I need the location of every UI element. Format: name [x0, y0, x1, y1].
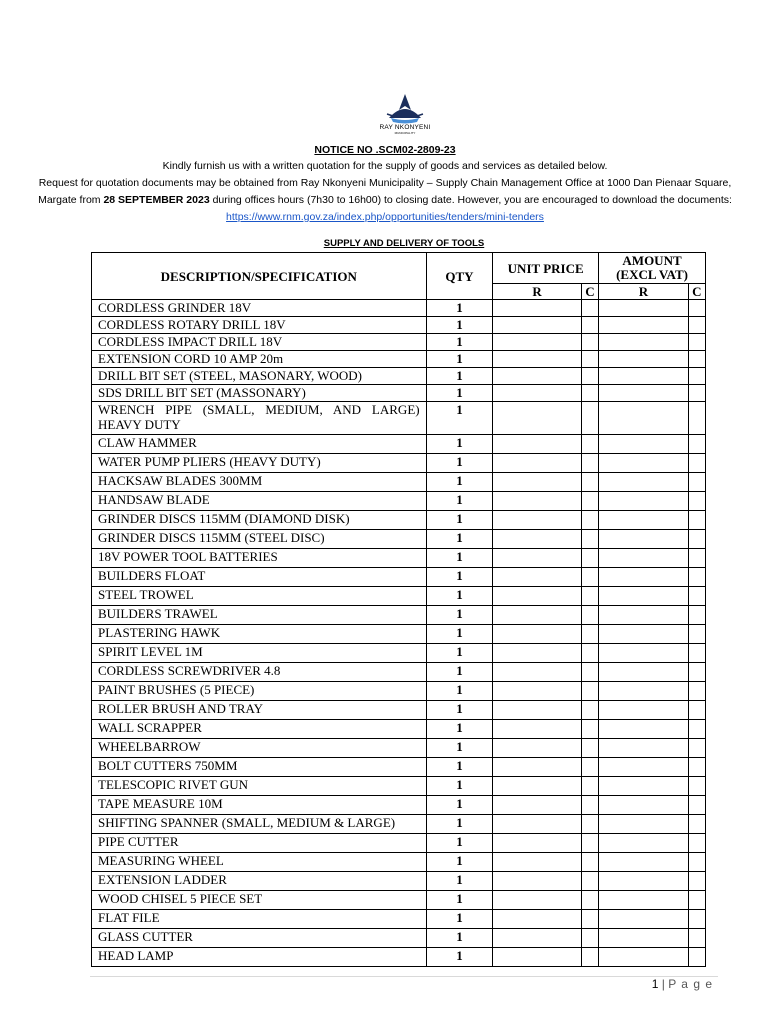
table-row	[92, 300, 706, 317]
item-description: GLASS CUTTER	[92, 929, 427, 948]
item-description: WALL SCRAPPER	[92, 720, 427, 739]
table-row	[92, 701, 706, 720]
item-description: TELESCOPIC RIVET GUN	[92, 777, 427, 796]
table-row	[92, 758, 706, 777]
page-footer	[652, 977, 713, 991]
amount-rand-cell[interactable]	[599, 334, 689, 351]
item-qty: 1	[426, 853, 493, 872]
amount-cents-cell[interactable]	[688, 891, 705, 910]
quotation-table	[91, 252, 706, 967]
amount-cents-cell[interactable]	[688, 758, 705, 777]
table-row	[92, 834, 706, 853]
amount-rand-cell[interactable]	[599, 530, 689, 549]
intro-line-2	[22, 175, 748, 226]
item-qty: 1	[426, 910, 493, 929]
unit-price-rand-cell[interactable]	[493, 454, 582, 473]
table-row	[92, 334, 706, 351]
unit-price-rand-cell[interactable]	[493, 929, 582, 948]
unit-price-cents-cell[interactable]	[581, 663, 598, 682]
amount-cents-cell[interactable]	[688, 910, 705, 929]
intro-text-b: during offices hours (7h30 to 16h00) to closing date. However, you are encouraged to download the documents:	[209, 194, 732, 206]
item-qty: 1	[426, 796, 493, 815]
item-description: DRILL BIT SET (STEEL, MASONARY, WOOD)	[92, 368, 427, 385]
amount-cents-cell[interactable]	[688, 454, 705, 473]
amount-cents-cell[interactable]	[688, 948, 705, 967]
unit-price-rand-cell[interactable]	[493, 910, 582, 929]
amount-rand-cell[interactable]	[599, 606, 689, 625]
unit-price-cents-cell[interactable]	[581, 568, 598, 587]
amount-cents-cell[interactable]	[688, 492, 705, 511]
amount-rand-cell[interactable]	[599, 701, 689, 720]
table-row	[92, 853, 706, 872]
unit-price-rand-cell[interactable]	[493, 385, 582, 402]
table-row	[92, 454, 706, 473]
unit-price-rand-cell[interactable]	[493, 796, 582, 815]
unit-price-rand-cell[interactable]	[493, 834, 582, 853]
amount-cents-cell[interactable]	[688, 815, 705, 834]
unit-price-cents-cell[interactable]	[581, 910, 598, 929]
closing-open-date: 28 SEPTEMBER 2023	[103, 194, 210, 206]
unit-price-rand-cell[interactable]	[493, 701, 582, 720]
table-row	[92, 872, 706, 891]
unit-price-rand-cell[interactable]	[493, 549, 582, 568]
item-qty: 1	[426, 739, 493, 758]
header-amount-c: C	[688, 284, 705, 300]
unit-price-rand-cell[interactable]	[493, 625, 582, 644]
unit-price-rand-cell[interactable]	[493, 644, 582, 663]
table-row	[92, 492, 706, 511]
unit-price-rand-cell[interactable]	[493, 758, 582, 777]
amount-cents-cell[interactable]	[688, 872, 705, 891]
unit-price-cents-cell[interactable]	[581, 758, 598, 777]
unit-price-rand-cell[interactable]	[493, 435, 582, 454]
unit-price-cents-cell[interactable]	[581, 300, 598, 317]
logo-name: RAY NKONYENI	[379, 124, 431, 131]
unit-price-cents-cell[interactable]	[581, 511, 598, 530]
unit-price-cents-cell[interactable]	[581, 435, 598, 454]
amount-cents-cell[interactable]	[688, 663, 705, 682]
unit-price-cents-cell[interactable]	[581, 385, 598, 402]
unit-price-rand-cell[interactable]	[493, 402, 582, 435]
amount-rand-cell[interactable]	[599, 910, 689, 929]
amount-rand-cell[interactable]	[599, 435, 689, 454]
item-qty: 1	[426, 587, 493, 606]
amount-rand-cell[interactable]	[599, 454, 689, 473]
item-description: MEASURING WHEEL	[92, 853, 427, 872]
unit-price-cents-cell[interactable]	[581, 334, 598, 351]
intro-text-a: Request for quotation documents may be obtained from Ray Nkonyeni Municipality – Supply Chain Management Office at 1000 Dan Pienaar Square, Margate from	[38, 177, 732, 206]
unit-price-cents-cell[interactable]	[581, 492, 598, 511]
amount-rand-cell[interactable]	[599, 492, 689, 511]
unit-price-rand-cell[interactable]	[493, 473, 582, 492]
table-row	[92, 317, 706, 334]
amount-rand-cell[interactable]	[599, 929, 689, 948]
amount-rand-cell[interactable]	[599, 385, 689, 402]
amount-rand-cell[interactable]	[599, 758, 689, 777]
header-qty: QTY	[426, 253, 493, 300]
item-qty: 1	[426, 317, 493, 334]
unit-price-cents-cell[interactable]	[581, 368, 598, 385]
amount-cents-cell[interactable]	[688, 777, 705, 796]
item-qty: 1	[426, 682, 493, 701]
item-description: SPIRIT LEVEL 1M	[92, 644, 427, 663]
footer-divider	[90, 976, 718, 977]
item-description: STEEL TROWEL	[92, 587, 427, 606]
item-qty: 1	[426, 300, 493, 317]
table-row	[92, 511, 706, 530]
unit-price-cents-cell[interactable]	[581, 402, 598, 435]
amount-rand-cell[interactable]	[599, 663, 689, 682]
unit-price-cents-cell[interactable]	[581, 720, 598, 739]
table-row	[92, 663, 706, 682]
unit-price-rand-cell[interactable]	[493, 872, 582, 891]
item-description: WHEELBARROW	[92, 739, 427, 758]
item-description: FLAT FILE	[92, 910, 427, 929]
municipality-logo	[370, 92, 440, 142]
unit-price-rand-cell[interactable]	[493, 739, 582, 758]
unit-price-rand-cell[interactable]	[493, 530, 582, 549]
unit-price-cents-cell[interactable]	[581, 948, 598, 967]
unit-price-rand-cell[interactable]	[493, 351, 582, 368]
page-separator: |	[658, 977, 669, 991]
unit-price-rand-cell[interactable]	[493, 948, 582, 967]
amount-cents-cell[interactable]	[688, 587, 705, 606]
item-description: CORDLESS GRINDER 18V	[92, 300, 427, 317]
unit-price-rand-cell[interactable]	[493, 663, 582, 682]
item-description: BUILDERS TRAWEL	[92, 606, 427, 625]
logo-subtitle: MUNICIPALITY	[394, 131, 416, 135]
amount-cents-cell[interactable]	[688, 739, 705, 758]
item-description: ROLLER BRUSH AND TRAY	[92, 701, 427, 720]
amount-rand-cell[interactable]	[599, 368, 689, 385]
unit-price-cents-cell[interactable]	[581, 853, 598, 872]
table-row	[92, 435, 706, 454]
unit-price-rand-cell[interactable]	[493, 334, 582, 351]
amount-rand-cell[interactable]	[599, 891, 689, 910]
amount-cents-cell[interactable]	[688, 625, 705, 644]
amount-rand-cell[interactable]	[599, 777, 689, 796]
table-row	[92, 549, 706, 568]
table-row	[92, 402, 706, 435]
item-qty: 1	[426, 351, 493, 368]
table-row	[92, 568, 706, 587]
item-qty: 1	[426, 402, 493, 435]
amount-cents-cell[interactable]	[688, 385, 705, 402]
table-row	[92, 368, 706, 385]
item-qty: 1	[426, 568, 493, 587]
amount-cents-cell[interactable]	[688, 644, 705, 663]
item-description: HEAD LAMP	[92, 948, 427, 967]
item-qty: 1	[426, 454, 493, 473]
table-row	[92, 351, 706, 368]
item-qty: 1	[426, 368, 493, 385]
unit-price-cents-cell[interactable]	[581, 796, 598, 815]
unit-price-cents-cell[interactable]	[581, 815, 598, 834]
unit-price-cents-cell[interactable]	[581, 644, 598, 663]
unit-price-rand-cell[interactable]	[493, 492, 582, 511]
header-unit-c: C	[581, 284, 598, 300]
amount-rand-cell[interactable]	[599, 625, 689, 644]
item-description: GRINDER DISCS 115MM (DIAMOND DISK)	[92, 511, 427, 530]
unit-price-rand-cell[interactable]	[493, 587, 582, 606]
unit-price-cents-cell[interactable]	[581, 351, 598, 368]
unit-price-cents-cell[interactable]	[581, 606, 598, 625]
item-qty: 1	[426, 473, 493, 492]
amount-rand-cell[interactable]	[599, 682, 689, 701]
item-description: PLASTERING HAWK	[92, 625, 427, 644]
amount-cents-cell[interactable]	[688, 351, 705, 368]
header-unit-price: UNIT PRICE	[493, 253, 599, 284]
item-description: SDS DRILL BIT SET (MASSONARY)	[92, 385, 427, 402]
item-description: WRENCH PIPE (SMALL, MEDIUM, AND LARGE) HEAVY DUTY	[92, 402, 427, 435]
unit-price-cents-cell[interactable]	[581, 701, 598, 720]
amount-cents-cell[interactable]	[688, 834, 705, 853]
table-row	[92, 815, 706, 834]
unit-price-cents-cell[interactable]	[581, 530, 598, 549]
item-qty: 1	[426, 758, 493, 777]
table-body	[92, 300, 706, 967]
amount-cents-cell[interactable]	[688, 473, 705, 492]
unit-price-rand-cell[interactable]	[493, 317, 582, 334]
notice-number: NOTICE NO .SCM02-2809-23	[314, 144, 456, 156]
amount-rand-cell[interactable]	[599, 511, 689, 530]
item-qty: 1	[426, 385, 493, 402]
item-description: SHIFTING SPANNER (SMALL, MEDIUM & LARGE)	[92, 815, 427, 834]
unit-price-rand-cell[interactable]	[493, 568, 582, 587]
item-description: EXTENSION CORD 10 AMP 20m	[92, 351, 427, 368]
unit-price-rand-cell[interactable]	[493, 511, 582, 530]
unit-price-cents-cell[interactable]	[581, 549, 598, 568]
item-description: BUILDERS FLOAT	[92, 568, 427, 587]
item-qty: 1	[426, 644, 493, 663]
table-row	[92, 891, 706, 910]
amount-rand-cell[interactable]	[599, 796, 689, 815]
amount-cents-cell[interactable]	[688, 929, 705, 948]
amount-rand-cell[interactable]	[599, 402, 689, 435]
item-qty: 1	[426, 929, 493, 948]
amount-rand-cell[interactable]	[599, 815, 689, 834]
amount-rand-cell[interactable]	[599, 351, 689, 368]
amount-cents-cell[interactable]	[688, 853, 705, 872]
item-qty: 1	[426, 777, 493, 796]
amount-cents-cell[interactable]	[688, 317, 705, 334]
item-qty: 1	[426, 663, 493, 682]
item-qty: 1	[426, 435, 493, 454]
amount-cents-cell[interactable]	[688, 720, 705, 739]
item-description: CLAW HAMMER	[92, 435, 427, 454]
item-qty: 1	[426, 948, 493, 967]
item-description: HACKSAW BLADES 300MM	[92, 473, 427, 492]
amount-rand-cell[interactable]	[599, 644, 689, 663]
unit-price-cents-cell[interactable]	[581, 317, 598, 334]
unit-price-cents-cell[interactable]	[581, 473, 598, 492]
amount-rand-cell[interactable]	[599, 587, 689, 606]
amount-rand-cell[interactable]	[599, 568, 689, 587]
amount-cents-cell[interactable]	[688, 300, 705, 317]
amount-cents-cell[interactable]	[688, 796, 705, 815]
unit-price-cents-cell[interactable]	[581, 454, 598, 473]
item-description: TAPE MEASURE 10M	[92, 796, 427, 815]
unit-price-cents-cell[interactable]	[581, 834, 598, 853]
tenders-link[interactable]: https://www.rnm.gov.za/index.php/opportunities/tenders/mini-tenders	[226, 211, 544, 223]
amount-cents-cell[interactable]	[688, 606, 705, 625]
amount-cents-cell[interactable]	[688, 402, 705, 435]
item-qty: 1	[426, 334, 493, 351]
item-qty: 1	[426, 625, 493, 644]
item-description: PIPE CUTTER	[92, 834, 427, 853]
unit-price-rand-cell[interactable]	[493, 606, 582, 625]
table-row	[92, 385, 706, 402]
item-description: BOLT CUTTERS 750MM	[92, 758, 427, 777]
table-row	[92, 739, 706, 758]
header-amount: AMOUNT (EXCL VAT)	[599, 253, 706, 284]
header-amount-r: R	[599, 284, 689, 300]
logo-emblem-icon	[385, 92, 425, 126]
table-row	[92, 644, 706, 663]
unit-price-rand-cell[interactable]	[493, 720, 582, 739]
amount-rand-cell[interactable]	[599, 720, 689, 739]
table-row	[92, 720, 706, 739]
header-unit-r: R	[493, 284, 582, 300]
table-row	[92, 910, 706, 929]
item-description: WOOD CHISEL 5 PIECE SET	[92, 891, 427, 910]
table-row	[92, 606, 706, 625]
amount-cents-cell[interactable]	[688, 701, 705, 720]
item-description: GRINDER DISCS 115MM (STEEL DISC)	[92, 530, 427, 549]
amount-rand-cell[interactable]	[599, 948, 689, 967]
table-row	[92, 587, 706, 606]
amount-rand-cell[interactable]	[599, 473, 689, 492]
unit-price-cents-cell[interactable]	[581, 929, 598, 948]
unit-price-cents-cell[interactable]	[581, 625, 598, 644]
section-title: SUPPLY AND DELIVERY OF TOOLS	[323, 238, 485, 249]
item-qty: 1	[426, 549, 493, 568]
item-qty: 1	[426, 492, 493, 511]
amount-rand-cell[interactable]	[599, 549, 689, 568]
unit-price-rand-cell[interactable]	[493, 853, 582, 872]
item-qty: 1	[426, 511, 493, 530]
table-row	[92, 948, 706, 967]
page-number: 1	[651, 977, 659, 991]
item-qty: 1	[426, 606, 493, 625]
amount-cents-cell[interactable]	[688, 511, 705, 530]
item-description: PAINT BRUSHES (5 PIECE)	[92, 682, 427, 701]
table-row	[92, 682, 706, 701]
table-row	[92, 929, 706, 948]
amount-cents-cell[interactable]	[688, 549, 705, 568]
item-qty: 1	[426, 701, 493, 720]
item-qty: 1	[426, 834, 493, 853]
table-row	[92, 473, 706, 492]
unit-price-rand-cell[interactable]	[493, 891, 582, 910]
unit-price-rand-cell[interactable]	[493, 300, 582, 317]
unit-price-rand-cell[interactable]	[493, 368, 582, 385]
item-description: CORDLESS IMPACT DRILL 18V	[92, 334, 427, 351]
unit-price-cents-cell[interactable]	[581, 891, 598, 910]
amount-rand-cell[interactable]	[599, 834, 689, 853]
amount-cents-cell[interactable]	[688, 530, 705, 549]
unit-price-cents-cell[interactable]	[581, 682, 598, 701]
table-row	[92, 777, 706, 796]
table-row	[92, 796, 706, 815]
item-qty: 1	[426, 815, 493, 834]
table-row	[92, 625, 706, 644]
page-label: P a g e	[668, 977, 713, 991]
unit-price-rand-cell[interactable]	[493, 815, 582, 834]
amount-cents-cell[interactable]	[688, 435, 705, 454]
amount-rand-cell[interactable]	[599, 739, 689, 758]
item-description: EXTENSION LADDER	[92, 872, 427, 891]
unit-price-cents-cell[interactable]	[581, 777, 598, 796]
item-description: CORDLESS ROTARY DRILL 18V	[92, 317, 427, 334]
unit-price-rand-cell[interactable]	[493, 682, 582, 701]
item-description: CORDLESS SCREWDRIVER 4.8	[92, 663, 427, 682]
unit-price-cents-cell[interactable]	[581, 587, 598, 606]
amount-cents-cell[interactable]	[688, 682, 705, 701]
unit-price-cents-cell[interactable]	[581, 872, 598, 891]
item-description: 18V POWER TOOL BATTERIES	[92, 549, 427, 568]
amount-rand-cell[interactable]	[599, 317, 689, 334]
item-description: WATER PUMP PLIERS (HEAVY DUTY)	[92, 454, 427, 473]
amount-cents-cell[interactable]	[688, 568, 705, 587]
intro-line-1: Kindly furnish us with a written quotation for the supply of goods and services as detailed below.	[162, 160, 608, 172]
amount-cents-cell[interactable]	[688, 334, 705, 351]
table-row	[92, 530, 706, 549]
item-qty: 1	[426, 530, 493, 549]
intro-paragraph	[22, 158, 748, 226]
item-qty: 1	[426, 720, 493, 739]
header-description: DESCRIPTION/SPECIFICATION	[92, 253, 427, 300]
unit-price-cents-cell[interactable]	[581, 739, 598, 758]
item-qty: 1	[426, 872, 493, 891]
amount-rand-cell[interactable]	[599, 853, 689, 872]
unit-price-rand-cell[interactable]	[493, 777, 582, 796]
item-qty: 1	[426, 891, 493, 910]
amount-rand-cell[interactable]	[599, 300, 689, 317]
amount-rand-cell[interactable]	[599, 872, 689, 891]
item-description: HANDSAW BLADE	[92, 492, 427, 511]
amount-cents-cell[interactable]	[688, 368, 705, 385]
